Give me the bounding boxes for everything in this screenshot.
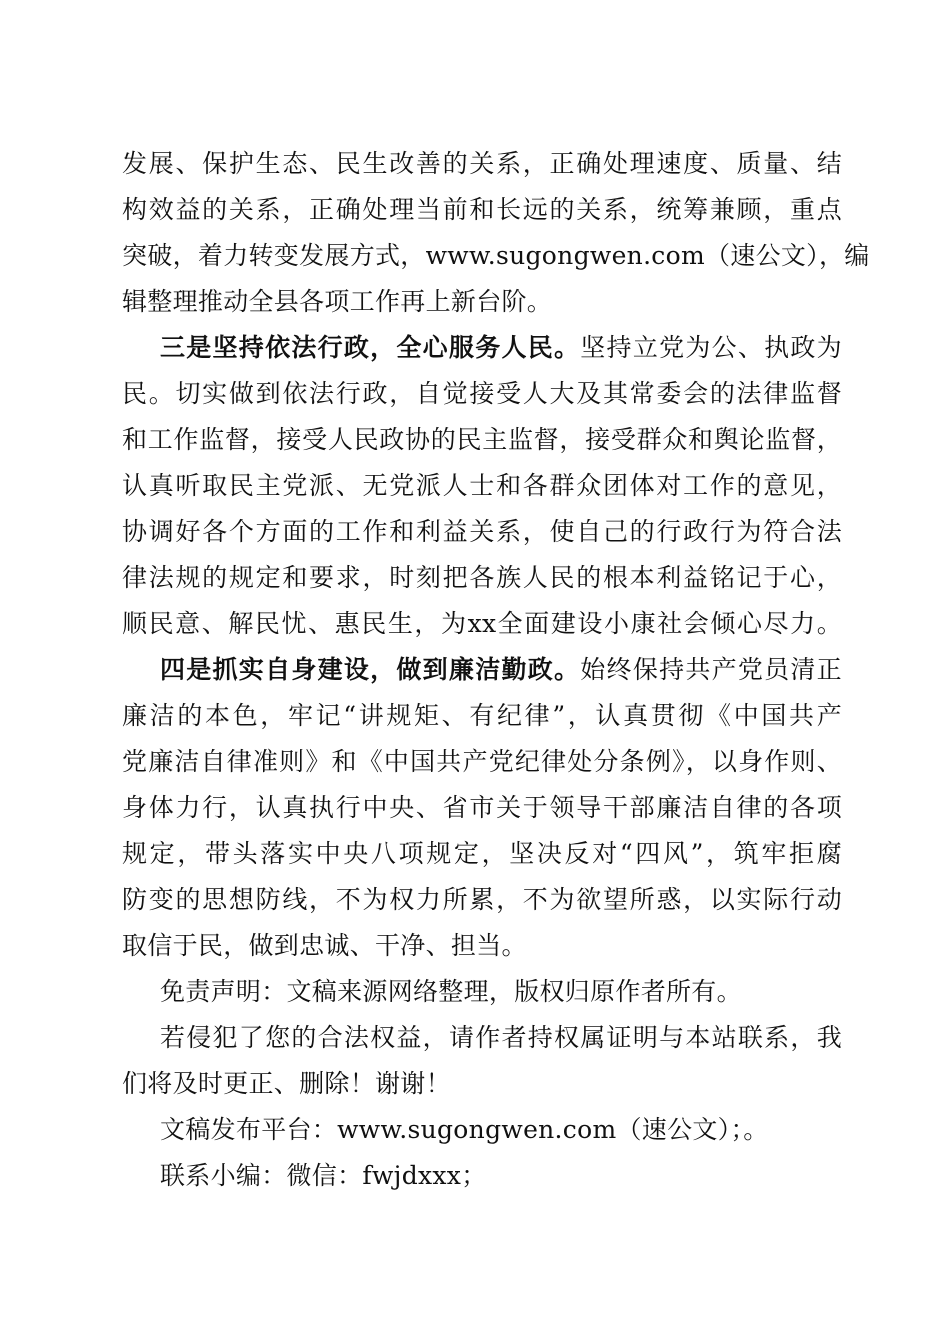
paragraph-heading-line <box>160 328 842 368</box>
disclaimer-line: 们将及时更正、删除！谢谢！ <box>122 1069 451 1098</box>
disclaimer-line: 若侵犯了您的合法权益，请作者持权属证明与本站联系，我 <box>160 1023 842 1052</box>
body-text: 始终保持共产党员清正 <box>580 655 842 684</box>
body-line: 发展、保护生态、民生改善的关系，正确处理速度、质量、结 <box>122 149 842 178</box>
paragraph-heading: 四是抓实自身建设，做到廉洁勤政。 <box>160 655 581 684</box>
body-text: 坚持立党为公、执政为 <box>580 333 842 362</box>
body-line: 取信于民，做到忠诚、干净、担当。 <box>122 931 527 960</box>
platform-line: 文稿发布平台：www.sugongwen.com（速公文）；。 <box>160 1115 769 1144</box>
body-line: 突破，着力转变发展方式，www.sugongwen.com（速公文），编 <box>122 241 870 270</box>
body-line: 认真听取民主党派、无党派人士和各群众团体对工作的意见， <box>122 471 842 500</box>
body-line: 规定，带头落实中央八项规定，坚决反对“四风”，筑牢拒腐 <box>122 839 842 868</box>
body-line: 辑整理推动全县各项工作再上新台阶。 <box>122 287 553 316</box>
paragraph-heading-line <box>160 650 842 690</box>
body-line: 构效益的关系，正确处理当前和长远的关系，统筹兼顾，重点 <box>122 195 842 224</box>
body-line: 廉洁的本色，牢记“讲规矩、有纪律”，认真贯彻《中国共产 <box>122 701 842 730</box>
disclaimer-line: 免责声明：文稿来源网络整理，版权归原作者所有。 <box>160 977 742 1006</box>
body-line: 和工作监督，接受人民政协的民主监督，接受群众和舆论监督， <box>122 425 842 454</box>
body-line: 党廉洁自律准则》和《中国共产党纪律处分条例》，以身作则、 <box>122 747 842 776</box>
body-line: 民。切实做到依法行政，自觉接受人大及其常委会的法律监督 <box>122 379 842 408</box>
paragraph-heading: 三是坚持依法行政，全心服务人民。 <box>160 333 581 362</box>
body-line: 顺民意、解民忧、惠民生，为xx全面建设小康社会倾心尽力。 <box>122 609 842 638</box>
body-line: 协调好各个方面的工作和利益关系，使自己的行政行为符合法 <box>122 517 842 546</box>
contact-line: 联系小编：微信：fwjdxxx； <box>160 1161 487 1190</box>
body-line: 律法规的规定和要求，时刻把各族人民的根本利益铭记于心， <box>122 563 842 592</box>
body-line: 防变的思想防线，不为权力所累，不为欲望所惑，以实际行动 <box>122 885 842 914</box>
body-line: 身体力行，认真执行中央、省市关于领导干部廉洁自律的各项 <box>122 793 842 822</box>
